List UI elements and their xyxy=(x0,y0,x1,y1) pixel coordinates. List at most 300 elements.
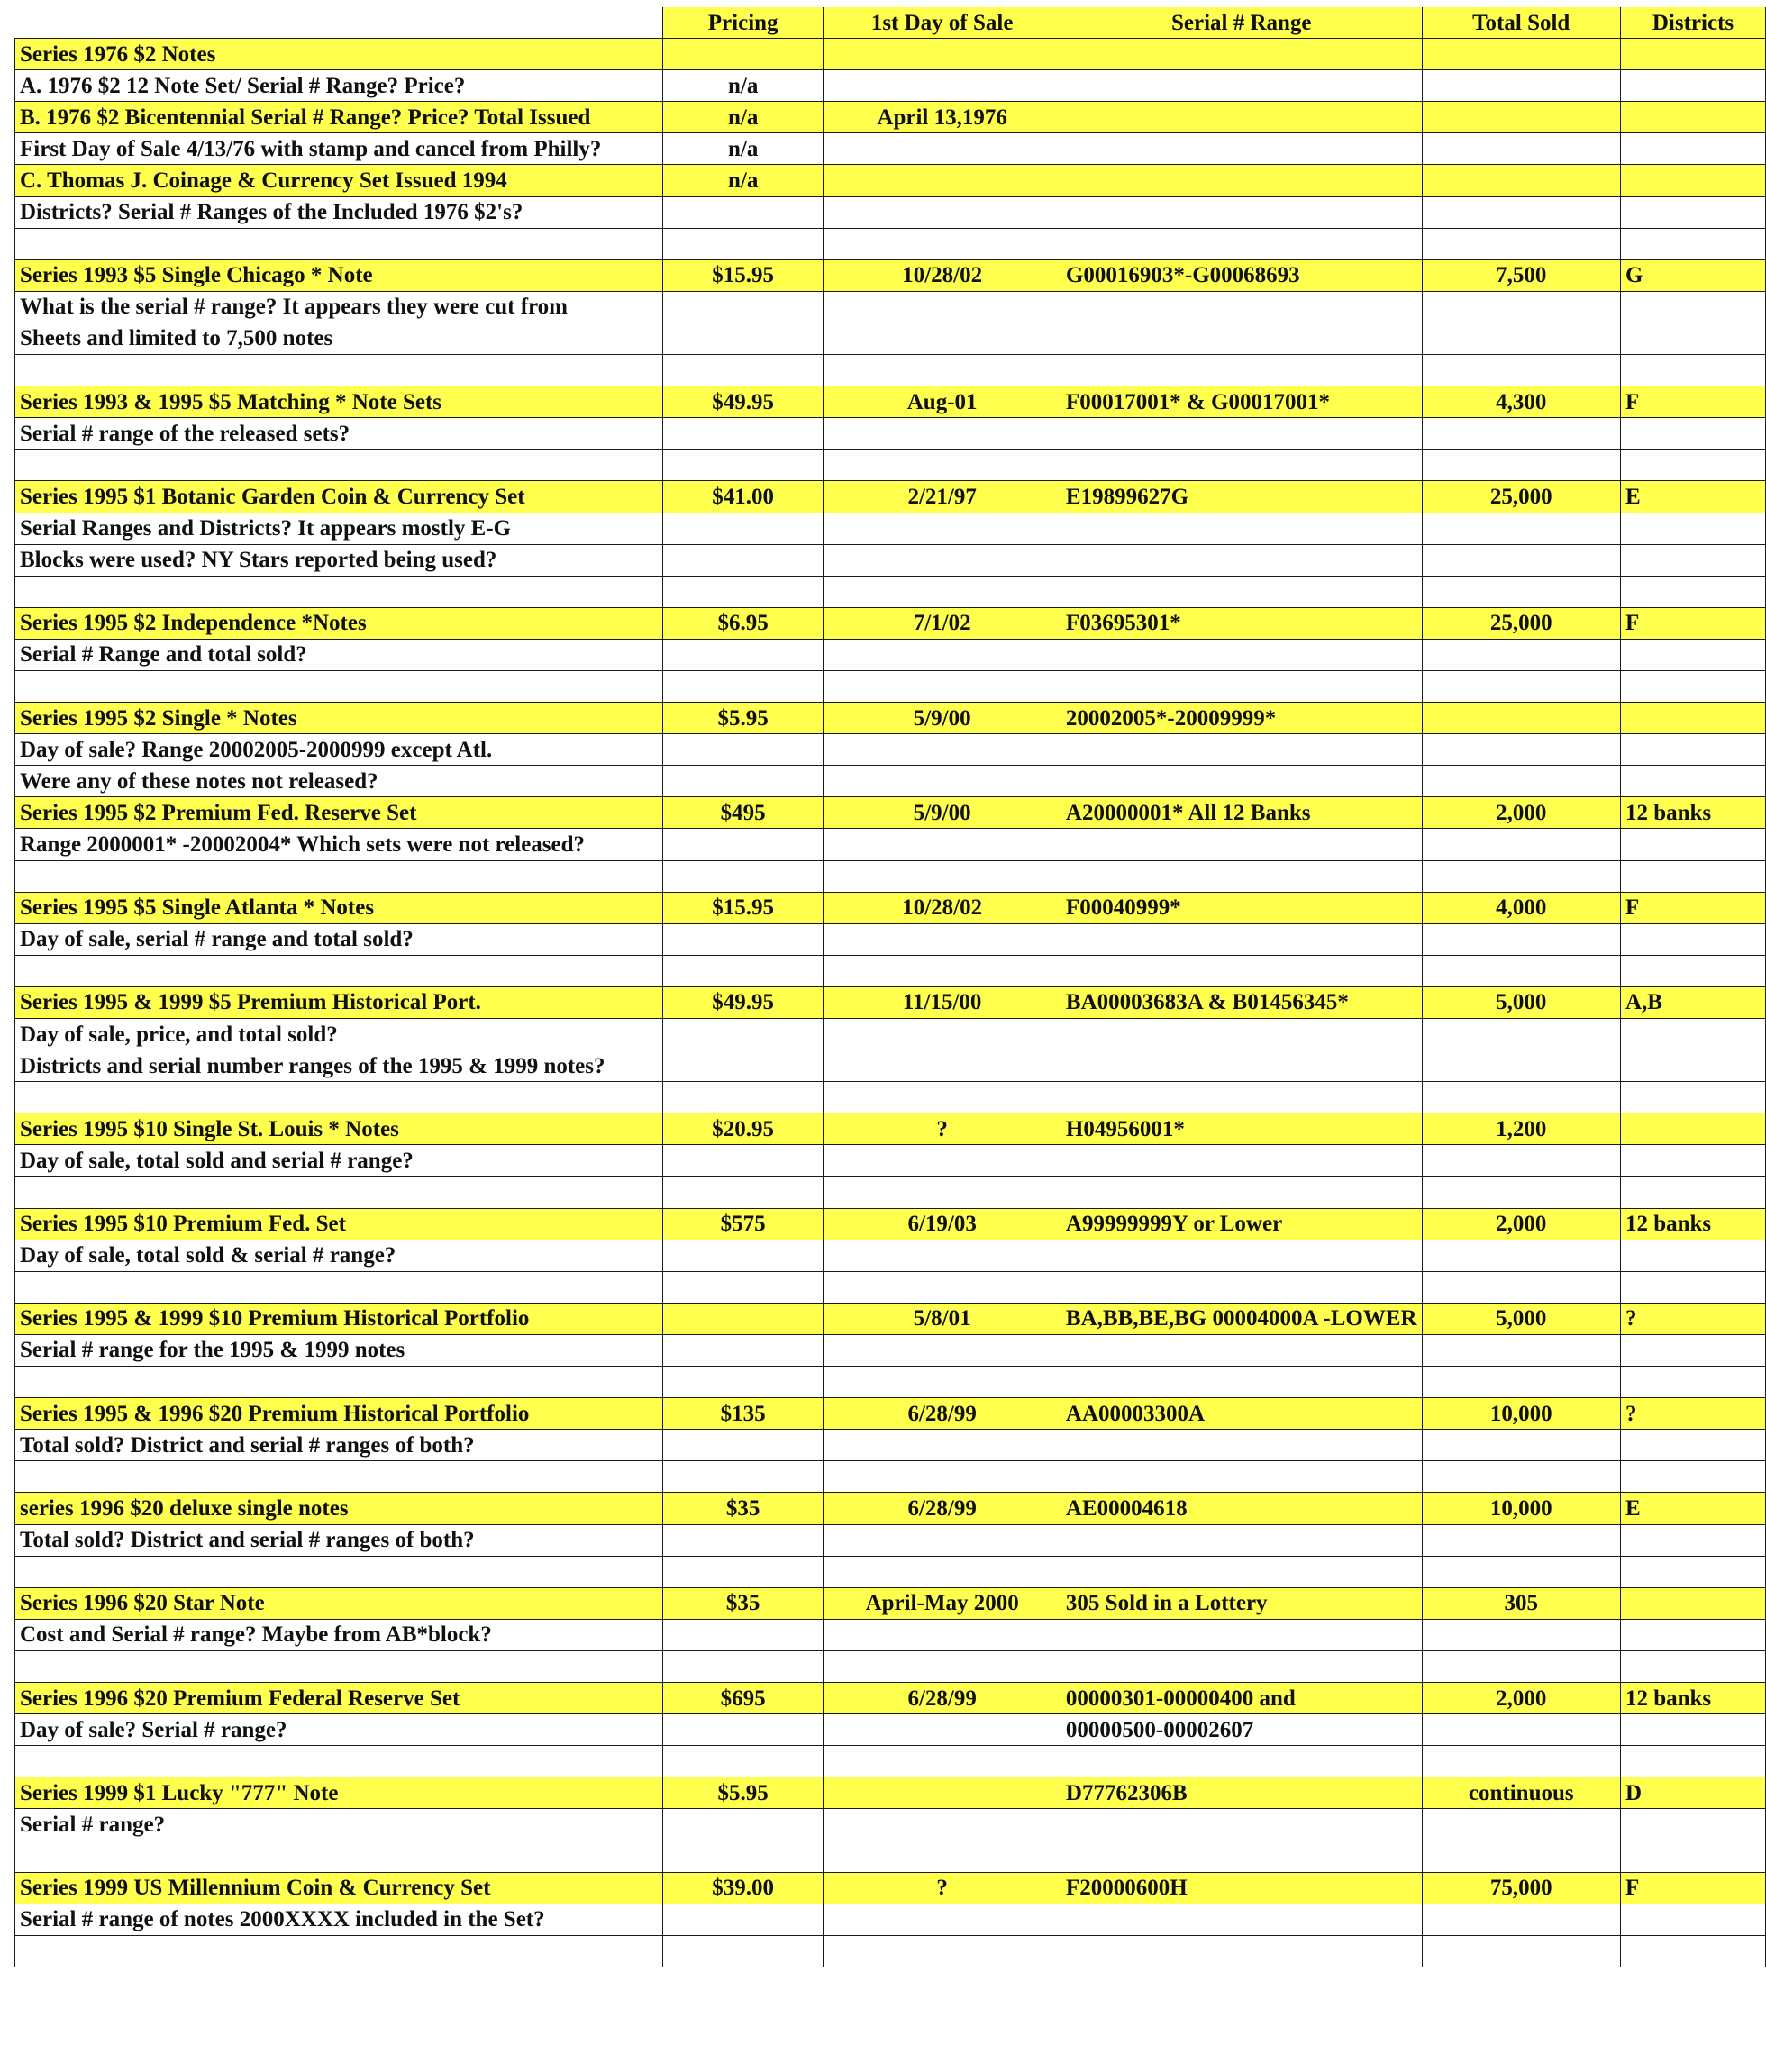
item-cell[interactable] xyxy=(15,1840,663,1872)
districts-cell[interactable] xyxy=(1620,1271,1765,1303)
first-day-of-sale-cell[interactable] xyxy=(824,576,1061,607)
first-day-of-sale-cell[interactable] xyxy=(824,734,1061,766)
districts-cell[interactable] xyxy=(1620,1650,1765,1682)
first-day-of-sale-cell[interactable]: 6/19/03 xyxy=(824,1208,1061,1240)
total-sold-cell[interactable] xyxy=(1422,165,1620,196)
item-cell[interactable]: Series 1996 $20 Star Note xyxy=(15,1587,663,1619)
serial-range-cell[interactable] xyxy=(1061,955,1422,986)
total-sold-cell[interactable] xyxy=(1422,703,1620,734)
districts-cell[interactable]: D xyxy=(1620,1777,1765,1809)
first-day-of-sale-cell[interactable] xyxy=(824,133,1061,165)
pricing-cell[interactable] xyxy=(662,1367,823,1398)
districts-cell[interactable] xyxy=(1620,1430,1765,1461)
serial-range-cell[interactable] xyxy=(1061,450,1422,481)
serial-range-cell[interactable] xyxy=(1061,670,1422,702)
serial-range-cell[interactable] xyxy=(1061,291,1422,323)
first-day-of-sale-cell[interactable] xyxy=(824,1650,1061,1682)
total-sold-cell[interactable]: 2,000 xyxy=(1422,1208,1620,1240)
total-sold-cell[interactable]: 5,000 xyxy=(1422,986,1620,1018)
pricing-cell[interactable] xyxy=(662,1082,823,1113)
districts-cell[interactable]: E xyxy=(1620,481,1765,513)
serial-range-cell[interactable] xyxy=(1061,1904,1422,1935)
total-sold-cell[interactable] xyxy=(1422,196,1620,228)
pricing-cell[interactable] xyxy=(662,1050,823,1082)
total-sold-cell[interactable] xyxy=(1422,1524,1620,1556)
item-cell[interactable]: Day of sale? Serial # range? xyxy=(15,1714,663,1746)
first-day-of-sale-cell[interactable]: 10/28/02 xyxy=(824,259,1061,291)
pricing-cell[interactable] xyxy=(662,1840,823,1872)
districts-cell[interactable] xyxy=(1620,1556,1765,1587)
total-sold-cell[interactable] xyxy=(1422,1367,1620,1398)
pricing-cell[interactable] xyxy=(662,1145,823,1177)
districts-cell[interactable] xyxy=(1620,450,1765,481)
first-day-of-sale-cell[interactable]: ? xyxy=(824,1872,1061,1904)
districts-cell[interactable] xyxy=(1620,1904,1765,1935)
item-cell[interactable]: Series 1995 & 1999 $5 Premium Historical Port. xyxy=(15,986,663,1018)
districts-cell[interactable]: A,B xyxy=(1620,986,1765,1018)
total-sold-cell[interactable] xyxy=(1422,1145,1620,1177)
serial-range-cell[interactable]: A99999999Y or Lower xyxy=(1061,1208,1422,1240)
districts-cell[interactable]: 12 banks xyxy=(1620,1208,1765,1240)
total-sold-cell[interactable]: 5,000 xyxy=(1422,1303,1620,1334)
pricing-cell[interactable]: n/a xyxy=(662,102,823,133)
total-sold-cell[interactable] xyxy=(1422,670,1620,702)
pricing-cell[interactable] xyxy=(662,1177,823,1208)
total-sold-cell[interactable] xyxy=(1422,228,1620,259)
item-cell[interactable]: Day of sale? Range 20002005-2000999 except Atl. xyxy=(15,734,663,766)
total-sold-cell[interactable] xyxy=(1422,1935,1620,1967)
first-day-of-sale-cell[interactable] xyxy=(824,39,1061,70)
serial-range-cell[interactable] xyxy=(1061,1650,1422,1682)
pricing-cell[interactable] xyxy=(662,1556,823,1587)
total-sold-cell[interactable] xyxy=(1422,544,1620,576)
first-day-of-sale-cell[interactable] xyxy=(824,228,1061,259)
districts-cell[interactable]: G xyxy=(1620,259,1765,291)
serial-range-cell[interactable]: 00000500-00002607 xyxy=(1061,1714,1422,1746)
header-pricing[interactable]: Pricing xyxy=(662,7,823,39)
pricing-cell[interactable]: $39.00 xyxy=(662,1872,823,1904)
serial-range-cell[interactable]: BA00003683A & B01456345* xyxy=(1061,986,1422,1018)
serial-range-cell[interactable] xyxy=(1061,1935,1422,1967)
item-cell[interactable] xyxy=(15,670,663,702)
total-sold-cell[interactable]: 25,000 xyxy=(1422,607,1620,639)
total-sold-cell[interactable] xyxy=(1422,1840,1620,1872)
serial-range-cell[interactable] xyxy=(1061,39,1422,70)
header-total-sold[interactable]: Total Sold xyxy=(1422,7,1620,39)
first-day-of-sale-cell[interactable] xyxy=(824,450,1061,481)
districts-cell[interactable] xyxy=(1620,829,1765,860)
header-first-day-of-sale[interactable]: 1st Day of Sale xyxy=(824,7,1061,39)
pricing-cell[interactable] xyxy=(662,1303,823,1334)
districts-cell[interactable] xyxy=(1620,923,1765,955)
districts-cell[interactable]: ? xyxy=(1620,1303,1765,1334)
serial-range-cell[interactable] xyxy=(1061,196,1422,228)
item-cell[interactable] xyxy=(15,1650,663,1682)
total-sold-cell[interactable]: 1,200 xyxy=(1422,1113,1620,1145)
districts-cell[interactable] xyxy=(1620,1524,1765,1556)
pricing-cell[interactable]: $135 xyxy=(662,1398,823,1430)
pricing-cell[interactable] xyxy=(662,1746,823,1777)
total-sold-cell[interactable]: 305 xyxy=(1422,1587,1620,1619)
districts-cell[interactable]: F xyxy=(1620,607,1765,639)
districts-cell[interactable] xyxy=(1620,576,1765,607)
total-sold-cell[interactable] xyxy=(1422,1430,1620,1461)
districts-cell[interactable] xyxy=(1620,639,1765,670)
pricing-cell[interactable] xyxy=(662,1650,823,1682)
total-sold-cell[interactable] xyxy=(1422,1177,1620,1208)
districts-cell[interactable]: F xyxy=(1620,892,1765,923)
serial-range-cell[interactable] xyxy=(1061,1240,1422,1271)
item-cell[interactable]: Day of sale, total sold & serial # range? xyxy=(15,1240,663,1271)
serial-range-cell[interactable]: E19899627G xyxy=(1061,481,1422,513)
serial-range-cell[interactable]: 305 Sold in a Lottery xyxy=(1061,1587,1422,1619)
item-cell[interactable]: Serial # Range and total sold? xyxy=(15,639,663,670)
districts-cell[interactable] xyxy=(1620,860,1765,892)
serial-range-cell[interactable] xyxy=(1061,576,1422,607)
serial-range-cell[interactable] xyxy=(1061,102,1422,133)
first-day-of-sale-cell[interactable] xyxy=(824,1367,1061,1398)
first-day-of-sale-cell[interactable] xyxy=(824,1334,1061,1366)
item-cell[interactable]: Total sold? District and serial # ranges of both? xyxy=(15,1430,663,1461)
total-sold-cell[interactable] xyxy=(1422,1082,1620,1113)
first-day-of-sale-cell[interactable] xyxy=(824,513,1061,544)
total-sold-cell[interactable] xyxy=(1422,70,1620,102)
serial-range-cell[interactable] xyxy=(1061,1809,1422,1840)
pricing-cell[interactable] xyxy=(662,291,823,323)
first-day-of-sale-cell[interactable]: 10/28/02 xyxy=(824,892,1061,923)
serial-range-cell[interactable] xyxy=(1061,1050,1422,1082)
item-cell[interactable] xyxy=(15,1461,663,1493)
districts-cell[interactable] xyxy=(1620,70,1765,102)
item-cell[interactable] xyxy=(15,1746,663,1777)
item-cell[interactable]: Series 1995 $5 Single Atlanta * Notes xyxy=(15,892,663,923)
first-day-of-sale-cell[interactable] xyxy=(824,639,1061,670)
total-sold-cell[interactable] xyxy=(1422,1746,1620,1777)
item-cell[interactable] xyxy=(15,1177,663,1208)
serial-range-cell[interactable]: D77762306B xyxy=(1061,1777,1422,1809)
districts-cell[interactable] xyxy=(1620,355,1765,386)
serial-range-cell[interactable] xyxy=(1061,228,1422,259)
item-cell[interactable] xyxy=(15,450,663,481)
serial-range-cell[interactable]: BA,BB,BE,BG 00004000A -LOWER xyxy=(1061,1303,1422,1334)
total-sold-cell[interactable]: 4,300 xyxy=(1422,386,1620,418)
item-cell[interactable] xyxy=(15,955,663,986)
first-day-of-sale-cell[interactable] xyxy=(824,1619,1061,1650)
first-day-of-sale-cell[interactable] xyxy=(824,1240,1061,1271)
serial-range-cell[interactable] xyxy=(1061,1461,1422,1493)
total-sold-cell[interactable] xyxy=(1422,513,1620,544)
pricing-cell[interactable] xyxy=(662,1714,823,1746)
pricing-cell[interactable]: $49.95 xyxy=(662,386,823,418)
item-cell[interactable] xyxy=(15,1082,663,1113)
pricing-cell[interactable] xyxy=(662,544,823,576)
item-cell[interactable]: Series 1995 $10 Premium Fed. Set xyxy=(15,1208,663,1240)
pricing-cell[interactable] xyxy=(662,766,823,797)
serial-range-cell[interactable] xyxy=(1061,1271,1422,1303)
districts-cell[interactable] xyxy=(1620,1334,1765,1366)
pricing-cell[interactable] xyxy=(662,513,823,544)
item-cell[interactable]: B. 1976 $2 Bicentennial Serial # Range? Price? Total Issued xyxy=(15,102,663,133)
item-cell[interactable]: Day of sale, price, and total sold? xyxy=(15,1019,663,1050)
first-day-of-sale-cell[interactable] xyxy=(824,291,1061,323)
pricing-cell[interactable]: $49.95 xyxy=(662,986,823,1018)
districts-cell[interactable] xyxy=(1620,544,1765,576)
item-cell[interactable]: Series 1995 $2 Premium Fed. Reserve Set xyxy=(15,797,663,829)
total-sold-cell[interactable] xyxy=(1422,102,1620,133)
item-cell[interactable]: Serial # range? xyxy=(15,1809,663,1840)
districts-cell[interactable] xyxy=(1620,133,1765,165)
pricing-cell[interactable]: $495 xyxy=(662,797,823,829)
total-sold-cell[interactable] xyxy=(1422,576,1620,607)
districts-cell[interactable] xyxy=(1620,418,1765,450)
districts-cell[interactable] xyxy=(1620,955,1765,986)
districts-cell[interactable] xyxy=(1620,1082,1765,1113)
total-sold-cell[interactable]: 7,500 xyxy=(1422,259,1620,291)
first-day-of-sale-cell[interactable]: 5/9/00 xyxy=(824,797,1061,829)
districts-cell[interactable] xyxy=(1620,1240,1765,1271)
header-item-column[interactable] xyxy=(15,7,663,39)
total-sold-cell[interactable] xyxy=(1422,766,1620,797)
item-cell[interactable]: C. Thomas J. Coinage & Currency Set Issued 1994 xyxy=(15,165,663,196)
districts-cell[interactable] xyxy=(1620,513,1765,544)
item-cell[interactable]: Total sold? District and serial # ranges of both? xyxy=(15,1524,663,1556)
pricing-cell[interactable] xyxy=(662,1019,823,1050)
item-cell[interactable]: Range 2000001* -20002004* Which sets were not released? xyxy=(15,829,663,860)
first-day-of-sale-cell[interactable]: 5/8/01 xyxy=(824,1303,1061,1334)
item-cell[interactable] xyxy=(15,1935,663,1967)
item-cell[interactable]: Day of sale, total sold and serial # range? xyxy=(15,1145,663,1177)
first-day-of-sale-cell[interactable] xyxy=(824,1777,1061,1809)
first-day-of-sale-cell[interactable] xyxy=(824,1082,1061,1113)
item-cell[interactable]: Series 1999 $1 Lucky "777" Note xyxy=(15,1777,663,1809)
item-cell[interactable] xyxy=(15,1367,663,1398)
total-sold-cell[interactable] xyxy=(1422,1809,1620,1840)
item-cell[interactable]: Blocks were used? NY Stars reported being used? xyxy=(15,544,663,576)
item-cell[interactable]: Day of sale, serial # range and total sold? xyxy=(15,923,663,955)
pricing-cell[interactable]: $5.95 xyxy=(662,1777,823,1809)
item-cell[interactable] xyxy=(15,355,663,386)
item-cell[interactable]: Cost and Serial # range? Maybe from AB*block? xyxy=(15,1619,663,1650)
total-sold-cell[interactable] xyxy=(1422,1050,1620,1082)
pricing-cell[interactable]: $41.00 xyxy=(662,481,823,513)
pricing-cell[interactable]: $575 xyxy=(662,1208,823,1240)
pricing-cell[interactable] xyxy=(662,639,823,670)
pricing-cell[interactable]: $6.95 xyxy=(662,607,823,639)
pricing-cell[interactable] xyxy=(662,39,823,70)
first-day-of-sale-cell[interactable] xyxy=(824,355,1061,386)
serial-range-cell[interactable] xyxy=(1061,1524,1422,1556)
districts-cell[interactable] xyxy=(1620,1587,1765,1619)
total-sold-cell[interactable] xyxy=(1422,1461,1620,1493)
total-sold-cell[interactable]: 25,000 xyxy=(1422,481,1620,513)
total-sold-cell[interactable] xyxy=(1422,291,1620,323)
pricing-cell[interactable] xyxy=(662,1904,823,1935)
first-day-of-sale-cell[interactable] xyxy=(824,418,1061,450)
pricing-cell[interactable] xyxy=(662,829,823,860)
item-cell[interactable]: Districts and serial number ranges of the 1995 & 1999 notes? xyxy=(15,1050,663,1082)
districts-cell[interactable] xyxy=(1620,1367,1765,1398)
serial-range-cell[interactable] xyxy=(1061,1840,1422,1872)
first-day-of-sale-cell[interactable] xyxy=(824,1271,1061,1303)
serial-range-cell[interactable] xyxy=(1061,1430,1422,1461)
total-sold-cell[interactable] xyxy=(1422,1556,1620,1587)
item-cell[interactable]: series 1996 $20 deluxe single notes xyxy=(15,1493,663,1524)
item-cell[interactable]: Were any of these notes not released? xyxy=(15,766,663,797)
total-sold-cell[interactable]: 4,000 xyxy=(1422,892,1620,923)
total-sold-cell[interactable] xyxy=(1422,639,1620,670)
first-day-of-sale-cell[interactable]: 6/28/99 xyxy=(824,1493,1061,1524)
districts-cell[interactable] xyxy=(1620,1050,1765,1082)
serial-range-cell[interactable] xyxy=(1061,544,1422,576)
serial-range-cell[interactable] xyxy=(1061,1177,1422,1208)
item-cell[interactable]: Series 1995 $10 Single St. Louis * Notes xyxy=(15,1113,663,1145)
serial-range-cell[interactable] xyxy=(1061,323,1422,354)
serial-range-cell[interactable]: F20000600H xyxy=(1061,1872,1422,1904)
serial-range-cell[interactable] xyxy=(1061,1334,1422,1366)
first-day-of-sale-cell[interactable]: ? xyxy=(824,1113,1061,1145)
first-day-of-sale-cell[interactable] xyxy=(824,1430,1061,1461)
serial-range-cell[interactable] xyxy=(1061,1619,1422,1650)
first-day-of-sale-cell[interactable] xyxy=(824,766,1061,797)
serial-range-cell[interactable]: F00017001* & G00017001* xyxy=(1061,386,1422,418)
first-day-of-sale-cell[interactable] xyxy=(824,1746,1061,1777)
pricing-cell[interactable]: $15.95 xyxy=(662,892,823,923)
pricing-cell[interactable] xyxy=(662,670,823,702)
header-districts[interactable]: Districts xyxy=(1620,7,1765,39)
item-cell[interactable] xyxy=(15,576,663,607)
districts-cell[interactable] xyxy=(1620,39,1765,70)
pricing-cell[interactable] xyxy=(662,418,823,450)
first-day-of-sale-cell[interactable]: April 13,1976 xyxy=(824,102,1061,133)
first-day-of-sale-cell[interactable] xyxy=(824,196,1061,228)
districts-cell[interactable] xyxy=(1620,291,1765,323)
districts-cell[interactable] xyxy=(1620,196,1765,228)
total-sold-cell[interactable] xyxy=(1422,418,1620,450)
pricing-cell[interactable] xyxy=(662,1461,823,1493)
first-day-of-sale-cell[interactable] xyxy=(824,1809,1061,1840)
header-serial-range[interactable]: Serial # Range xyxy=(1061,7,1422,39)
first-day-of-sale-cell[interactable] xyxy=(824,1524,1061,1556)
total-sold-cell[interactable] xyxy=(1422,734,1620,766)
pricing-cell[interactable] xyxy=(662,1809,823,1840)
serial-range-cell[interactable]: H04956001* xyxy=(1061,1113,1422,1145)
item-cell[interactable]: Series 1995 $2 Single * Notes xyxy=(15,703,663,734)
pricing-cell[interactable] xyxy=(662,734,823,766)
pricing-cell[interactable] xyxy=(662,1619,823,1650)
item-cell[interactable] xyxy=(15,1271,663,1303)
total-sold-cell[interactable]: 10,000 xyxy=(1422,1493,1620,1524)
districts-cell[interactable] xyxy=(1620,1840,1765,1872)
first-day-of-sale-cell[interactable]: 6/28/99 xyxy=(824,1682,1061,1713)
item-cell[interactable]: Series 1993 & 1995 $5 Matching * Note Sets xyxy=(15,386,663,418)
item-cell[interactable] xyxy=(15,1556,663,1587)
districts-cell[interactable] xyxy=(1620,734,1765,766)
first-day-of-sale-cell[interactable] xyxy=(824,860,1061,892)
districts-cell[interactable]: 12 banks xyxy=(1620,797,1765,829)
first-day-of-sale-cell[interactable] xyxy=(824,1177,1061,1208)
pricing-cell[interactable]: $20.95 xyxy=(662,1113,823,1145)
item-cell[interactable]: Serial # range for the 1995 & 1999 notes xyxy=(15,1334,663,1366)
first-day-of-sale-cell[interactable]: Aug-01 xyxy=(824,386,1061,418)
total-sold-cell[interactable]: 10,000 xyxy=(1422,1398,1620,1430)
pricing-cell[interactable] xyxy=(662,196,823,228)
first-day-of-sale-cell[interactable]: 2/21/97 xyxy=(824,481,1061,513)
pricing-cell[interactable] xyxy=(662,860,823,892)
item-cell[interactable]: Series 1996 $20 Premium Federal Reserve Set xyxy=(15,1682,663,1713)
pricing-cell[interactable]: n/a xyxy=(662,165,823,196)
first-day-of-sale-cell[interactable] xyxy=(824,544,1061,576)
total-sold-cell[interactable] xyxy=(1422,829,1620,860)
serial-range-cell[interactable]: AA00003300A xyxy=(1061,1398,1422,1430)
serial-range-cell[interactable] xyxy=(1061,734,1422,766)
total-sold-cell[interactable] xyxy=(1422,450,1620,481)
districts-cell[interactable] xyxy=(1620,1177,1765,1208)
pricing-cell[interactable] xyxy=(662,1430,823,1461)
total-sold-cell[interactable] xyxy=(1422,955,1620,986)
total-sold-cell[interactable] xyxy=(1422,323,1620,354)
districts-cell[interactable] xyxy=(1620,1809,1765,1840)
item-cell[interactable]: Districts? Serial # Ranges of the Included 1976 $2's? xyxy=(15,196,663,228)
serial-range-cell[interactable] xyxy=(1061,1367,1422,1398)
item-cell[interactable]: Series 1993 $5 Single Chicago * Note xyxy=(15,259,663,291)
districts-cell[interactable]: E xyxy=(1620,1493,1765,1524)
total-sold-cell[interactable] xyxy=(1422,1650,1620,1682)
first-day-of-sale-cell[interactable] xyxy=(824,1714,1061,1746)
first-day-of-sale-cell[interactable] xyxy=(824,1840,1061,1872)
serial-range-cell[interactable]: F00040999* xyxy=(1061,892,1422,923)
item-cell[interactable]: Serial # range of the released sets? xyxy=(15,418,663,450)
first-day-of-sale-cell[interactable] xyxy=(824,323,1061,354)
total-sold-cell[interactable] xyxy=(1422,1271,1620,1303)
districts-cell[interactable]: F xyxy=(1620,1872,1765,1904)
serial-range-cell[interactable] xyxy=(1061,1746,1422,1777)
first-day-of-sale-cell[interactable] xyxy=(824,70,1061,102)
first-day-of-sale-cell[interactable] xyxy=(824,955,1061,986)
total-sold-cell[interactable]: 2,000 xyxy=(1422,1682,1620,1713)
total-sold-cell[interactable] xyxy=(1422,355,1620,386)
total-sold-cell[interactable] xyxy=(1422,1019,1620,1050)
serial-range-cell[interactable]: G00016903*-G00068693 xyxy=(1061,259,1422,291)
item-cell[interactable] xyxy=(15,860,663,892)
serial-range-cell[interactable] xyxy=(1061,1556,1422,1587)
first-day-of-sale-cell[interactable]: 11/15/00 xyxy=(824,986,1061,1018)
pricing-cell[interactable]: n/a xyxy=(662,70,823,102)
item-cell[interactable] xyxy=(15,228,663,259)
serial-range-cell[interactable] xyxy=(1061,923,1422,955)
districts-cell[interactable]: 12 banks xyxy=(1620,1682,1765,1713)
pricing-cell[interactable]: $35 xyxy=(662,1587,823,1619)
pricing-cell[interactable]: $5.95 xyxy=(662,703,823,734)
districts-cell[interactable] xyxy=(1620,1746,1765,1777)
districts-cell[interactable]: ? xyxy=(1620,1398,1765,1430)
item-cell[interactable]: Serial Ranges and Districts? It appears mostly E-G xyxy=(15,513,663,544)
serial-range-cell[interactable] xyxy=(1061,860,1422,892)
first-day-of-sale-cell[interactable]: 5/9/00 xyxy=(824,703,1061,734)
pricing-cell[interactable]: $35 xyxy=(662,1493,823,1524)
pricing-cell[interactable] xyxy=(662,1334,823,1366)
total-sold-cell[interactable] xyxy=(1422,39,1620,70)
item-cell[interactable]: Series 1976 $2 Notes xyxy=(15,39,663,70)
first-day-of-sale-cell[interactable] xyxy=(824,670,1061,702)
districts-cell[interactable] xyxy=(1620,165,1765,196)
serial-range-cell[interactable] xyxy=(1061,70,1422,102)
serial-range-cell[interactable] xyxy=(1061,639,1422,670)
serial-range-cell[interactable] xyxy=(1061,766,1422,797)
districts-cell[interactable] xyxy=(1620,323,1765,354)
districts-cell[interactable] xyxy=(1620,1619,1765,1650)
first-day-of-sale-cell[interactable] xyxy=(824,1556,1061,1587)
districts-cell[interactable] xyxy=(1620,766,1765,797)
